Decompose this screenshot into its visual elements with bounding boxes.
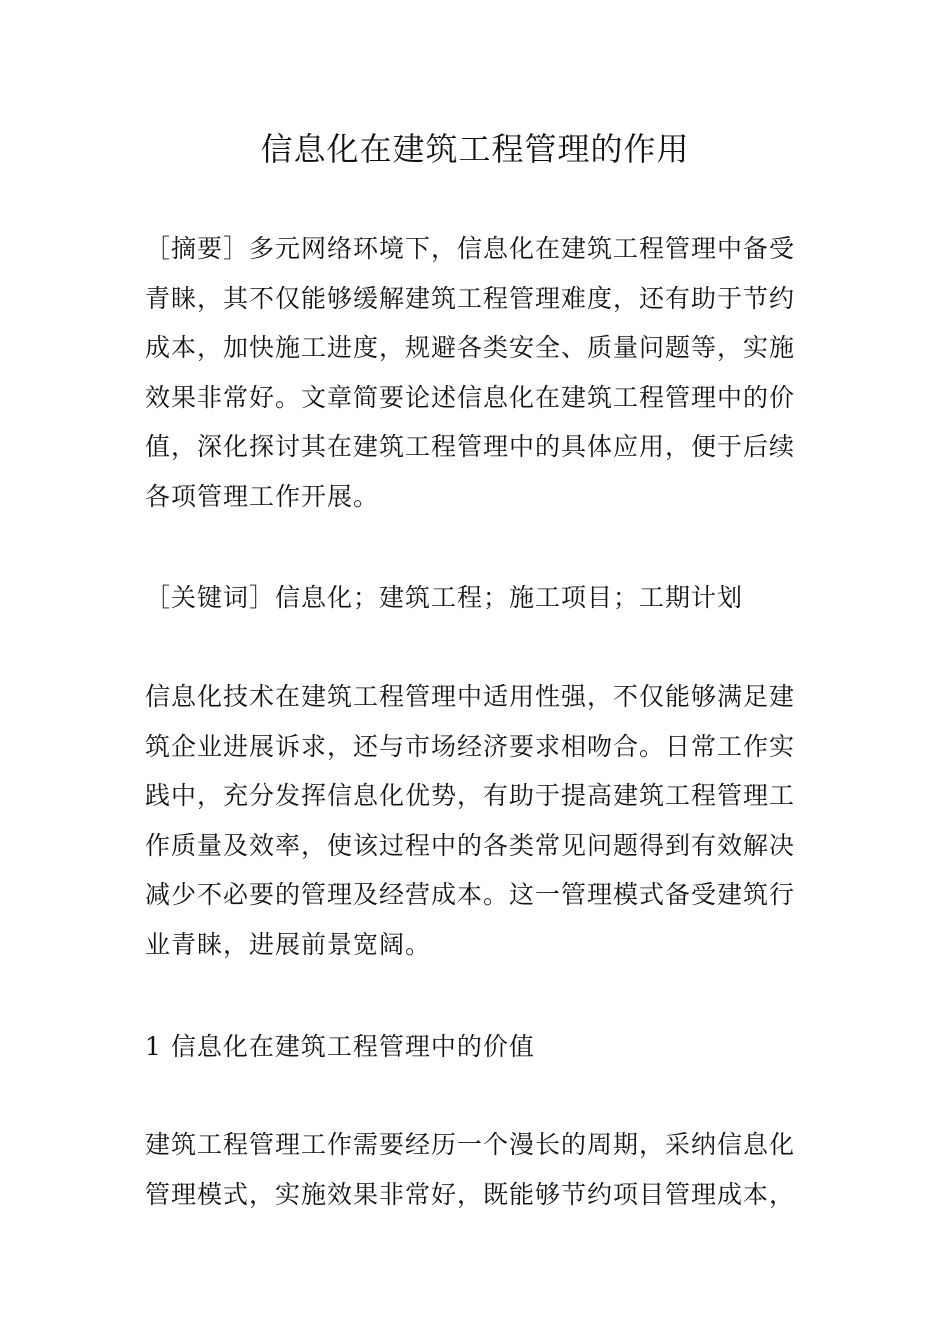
intro-paragraph [145,672,807,969]
section-1-paragraph [145,1120,807,1219]
section-heading [145,1022,807,1072]
abstract-line: 效果非常好。文章简要论述信息化在建筑工程管理中的价 [145,382,796,412]
abstract-line: 各项管理工作开展。 [145,481,380,511]
intro-line: 信息化技术在建筑工程管理中适用性强，不仅能够满足建 [145,682,796,711]
document-title: 信息化在建筑工程管理的作用 [260,130,690,168]
intro-line: 减少不必要的管理及经营成本。这一管理模式备受建筑行 [145,880,796,909]
intro-line: 作质量及效率，使该过程中的各类常见问题得到有效解决 [145,830,796,860]
abstract-paragraph [145,224,807,521]
intro-line: 践中，充分发挥信息化优势，有助于提高建筑工程管理工 [145,781,796,810]
keywords-line: ［关键词］信息化；建筑工程；施工项目；工期计划 [145,583,744,612]
section-1-line: 建筑工程管理工作需要经历一个漫长的周期，采纳信息化 [145,1130,796,1159]
keywords-paragraph [145,573,807,623]
intro-line: 业青睐，进展前景宽阔。 [145,929,432,959]
section-1-line: 管理模式，实施效果非常好，既能够节约项目管理成本， [145,1179,796,1209]
section-1-heading: 1 信息化在建筑工程管理中的价值 [145,1032,535,1061]
abstract-line: 成本，加快施工进度，规避各类安全、质量问题等，实施 [145,333,796,362]
intro-line: 筑企业进展诉求，还与市场经济要求相吻合。日常工作实 [145,731,796,761]
abstract-line: ［摘要］多元网络环境下，信息化在建筑工程管理中备受 [145,234,796,263]
abstract-line: 值，深化探讨其在建筑工程管理中的具体应用，便于后续 [145,432,796,461]
abstract-line: 青睐，其不仅能够缓解建筑工程管理难度，还有助于节约 [145,283,796,313]
